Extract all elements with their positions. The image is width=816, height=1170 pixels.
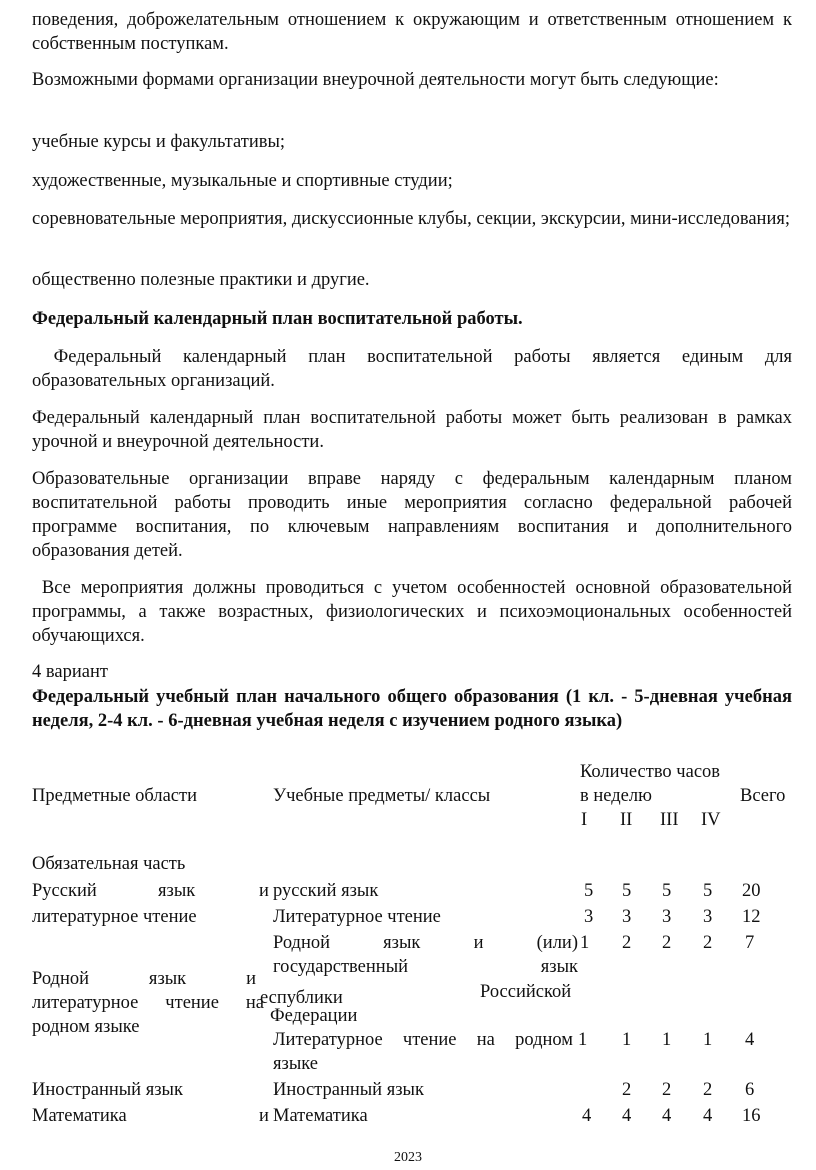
variant-label: 4 вариант [32,662,108,682]
lit-hours-4: 3 [703,907,713,927]
russian-area-word2: язык [158,881,196,901]
foreign-subject: Иностранный язык [273,1080,424,1100]
russian-hours-1: 5 [584,881,594,901]
header-subjects: Учебные предметы/ классы [273,786,491,806]
native-hours-3: 2 [662,933,672,953]
russian-subject: русский язык [273,881,379,901]
lit-hours-1: 3 [584,907,594,927]
math-hours-1: 4 [582,1106,592,1126]
page-footer-year: 2023 [394,1150,422,1165]
math-hours-3: 4 [662,1106,672,1126]
russian-area-word1: Русский [32,881,97,901]
header-hours: Количество часов [580,762,721,782]
native-lit-hours-2: 1 [622,1030,632,1050]
list-item-practices: общественно полезные практики и другие. [32,270,370,290]
foreign-hours-2: 2 [622,1080,632,1100]
native-subject-line4: Федерации [270,1006,358,1026]
native-lit-hours-1: 1 [578,1030,588,1050]
header-total: Всего [740,786,786,806]
header-areas: Предметные области [32,786,198,806]
native-subject-line1: Родной язык и (или) [273,933,578,953]
native-lit-subject-line2: языке [273,1054,318,1074]
native-hours-2: 2 [622,933,632,953]
foreign-hours-3: 2 [662,1080,672,1100]
native-lit-subject-line1: Литературное чтение на родном [273,1030,573,1050]
paragraph-all-events: Все мероприятия должны проводиться с учетом особенностей основной образовательной программы, а также возрастных, физиологических и психоэмоциональных особенностей обучающихся. [32,578,797,646]
russian-area-word3: и [259,881,269,901]
native-hours-4: 2 [703,933,713,953]
header-grade-1: I [581,810,588,830]
lit-hours-2: 3 [622,907,632,927]
math-total: 16 [742,1106,761,1126]
russian-hours-2: 5 [622,881,632,901]
lit-hours-3: 3 [662,907,672,927]
math-hours-4: 4 [703,1106,713,1126]
header-grade-3: III [660,810,679,830]
foreign-total: 6 [745,1080,755,1100]
native-area-line3: родном языке [32,1017,140,1037]
heading-calendar-plan: Федеральный календарный план воспитательной работы. [32,309,523,329]
native-lit-total: 4 [745,1030,755,1050]
lit-area: литературное чтение [32,907,197,927]
native-area-line2: литературное чтение на [32,993,264,1013]
math-area: Математика [32,1106,127,1126]
native-lit-hours-4: 1 [703,1030,713,1050]
paragraph-behavior: поведения, доброжелательным отношением к окружающим и ответственным отношением к собственным поступкам. [32,10,792,54]
mandatory-part-label: Обязательная часть [32,854,186,874]
header-grade-2: II [620,810,633,830]
paragraph-organizations: Образовательные организации вправе наряду с федеральным календарным планом воспитательной работы проводить иные мероприятия согласно федеральной рабочей программе воспитания, по ключевым направлениям воспитания и дополнительного образования детей. [32,469,792,561]
russian-hours-3: 5 [662,881,672,901]
list-item-competitions: соревновательные мероприятия, дискуссионные клубы, секции, экскурсии, мини-исследования; [32,209,791,229]
native-area-line1: Родной язык и [32,969,256,989]
math-connector: и [259,1106,269,1126]
list-item-courses: учебные курсы и факультативы; [32,132,286,152]
russian-total: 20 [742,881,761,901]
header-per-week: в неделю [580,786,652,806]
list-item-studios: художественные, музыкальные и спортивные студии; [32,171,453,191]
foreign-hours-4: 2 [703,1080,713,1100]
russian-hours-4: 5 [703,881,713,901]
lit-total: 12 [742,907,761,927]
native-hours-1: 1 [580,933,590,953]
native-lit-hours-3: 1 [662,1030,672,1050]
heading-study-plan: Федеральный учебный план начального общего образования (1 кл. - 5-дневная учебная неделя, 2-4 кл. - 6-дневная учебная неделя с изучением родного языка) [32,687,792,731]
foreign-area: Иностранный язык [32,1080,183,1100]
native-subject-line3b: Российской [480,982,572,1002]
math-hours-2: 4 [622,1106,632,1126]
paragraph-calendar-implementation: Федеральный календарный план воспитательной работы может быть реализован в рамках урочной и внеурочной деятельности. [32,408,792,452]
paragraph-calendar-unified: Федеральный календарный план воспитательной работы является единым для образовательных организаций. [32,347,797,391]
header-grade-4: IV [701,810,721,830]
native-total: 7 [745,933,755,953]
lit-subject: Литературное чтение [273,907,441,927]
native-subject-line3a: еспублики [260,988,343,1008]
native-subject-line2: государственный язык [273,957,578,977]
paragraph-forms: Возможными формами организации внеурочной деятельности могут быть следующие: [32,70,719,90]
math-subject: Математика [273,1106,368,1126]
